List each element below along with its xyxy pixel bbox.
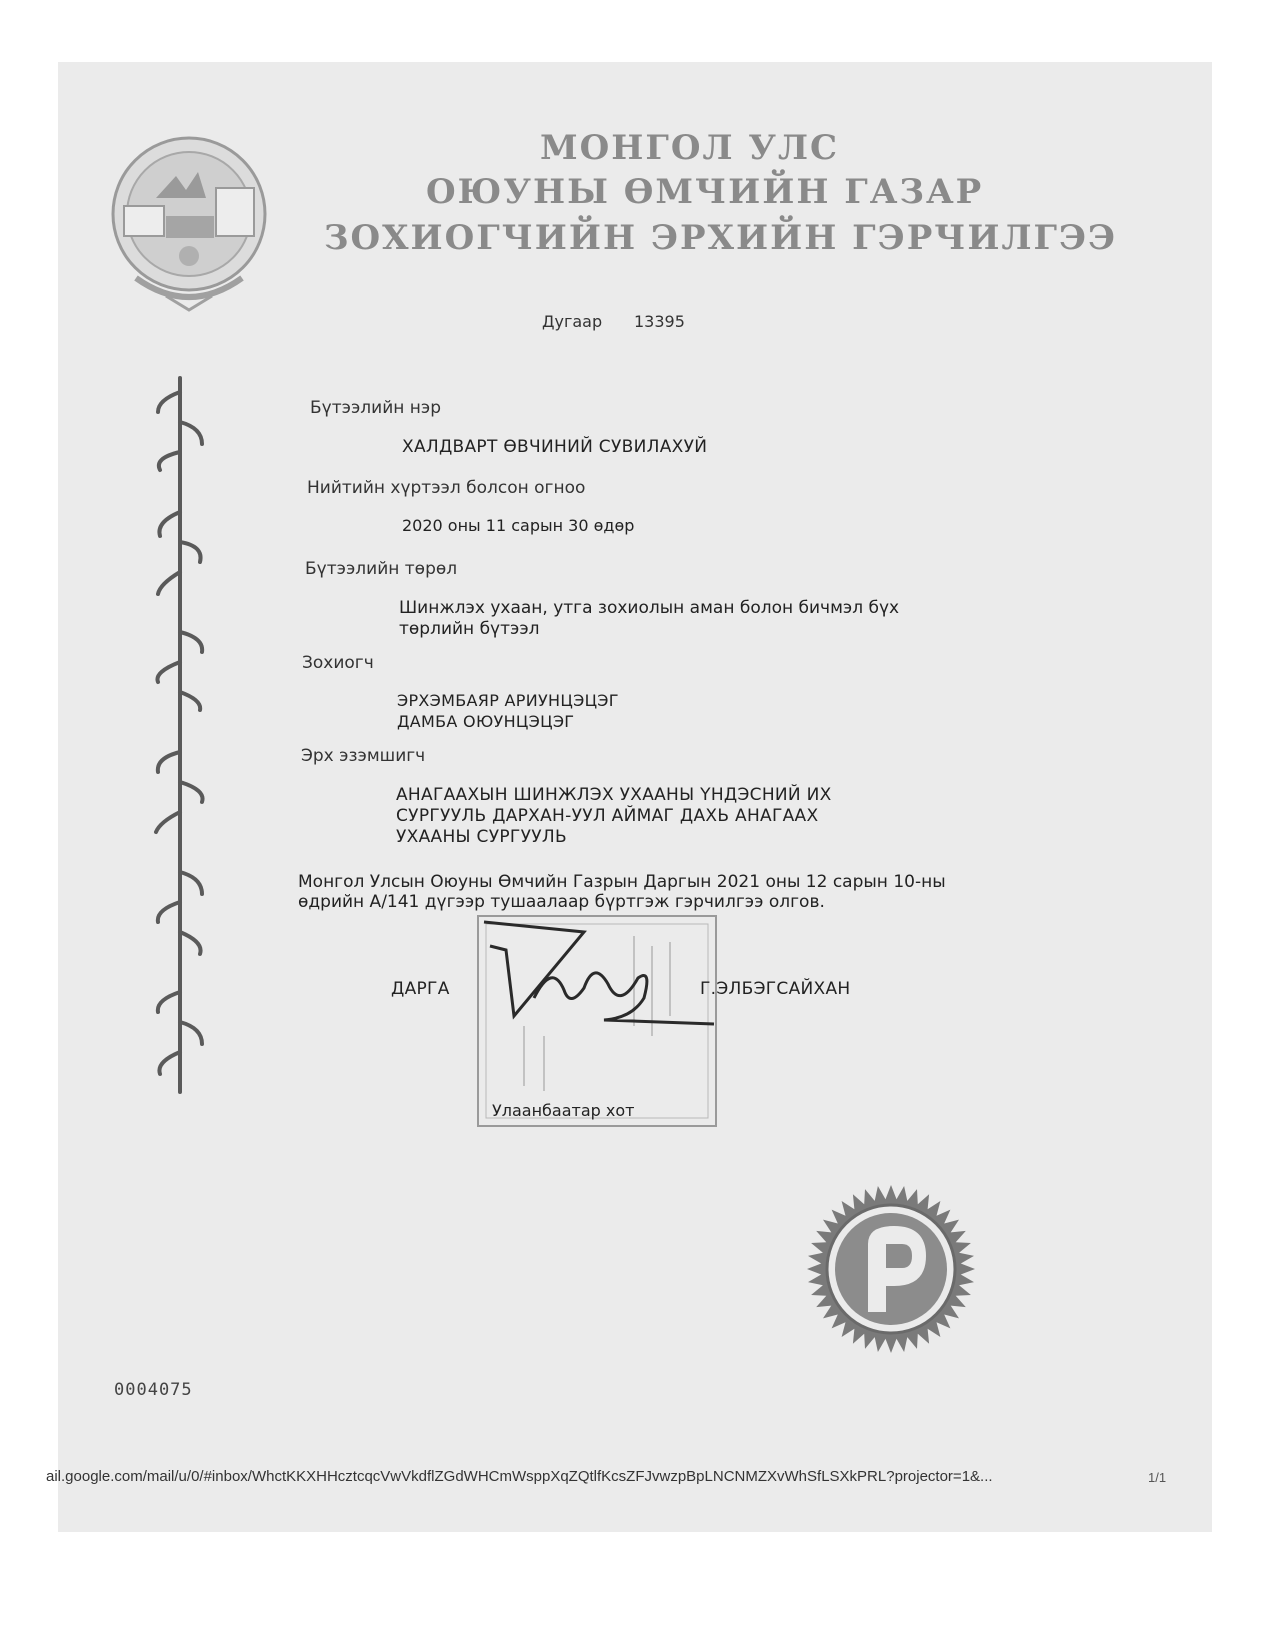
work-type-label: Бүтээлийн төрөл xyxy=(305,559,458,579)
author-line-1: ЭРХЭМБАЯР АРИУНЦЭЦЭГ xyxy=(397,691,619,710)
author-label: Зохиогч xyxy=(302,653,374,673)
city: Улаанбаатар хот xyxy=(492,1101,635,1120)
serial-number: 0004075 xyxy=(114,1380,193,1400)
pub-date-value: 2020 оны 11 сарын 30 өдөр xyxy=(402,516,635,535)
signature-icon xyxy=(474,906,724,1132)
holder-line-3: УХААНЫ СУРГУУЛЬ xyxy=(396,827,567,847)
holder-line-2: СУРГУУЛЬ ДАРХАН-УУЛ АЙМАГ ДАХЬ АНАГААХ xyxy=(396,806,819,826)
footer-url: ail.google.com/mail/u/0/#inbox/WhctKKXHHcztcqcVwVkdflZGdWHCmWsppXqZQtlfKcsZFJvwzpBpLNCNMZXvWhSfLSXkPRL?projector=1&... xyxy=(46,1468,993,1485)
mongolian-script-icon xyxy=(140,372,220,1102)
author-line-2: ДАМБА ОЮУНЦЭЦЭГ xyxy=(397,712,575,731)
work-name-value: ХАЛДВАРТ ӨВЧИНИЙ СУВИЛАХУЙ xyxy=(402,437,708,457)
work-type-line-2: төрлийн бүтээл xyxy=(399,619,540,639)
ip-office-seal-icon xyxy=(806,1184,976,1354)
header-line-3: ЗОХИОГЧИЙН ЭРХИЙН ГЭРЧИЛГЭЭ xyxy=(324,218,1118,258)
holder-line-1: АНАГААХЫН ШИНЖЛЭХ УХААНЫ ҮНДЭСНИЙ ИХ xyxy=(396,785,832,805)
statement-line-2: өдрийн А/141 дүгээр тушаалаар бүртгэж гэрчилгээ олгов. xyxy=(298,892,825,912)
work-type-line-1: Шинжлэх ухаан, утга зохиолын аман болон бичмэл бүх xyxy=(399,598,900,618)
statement-line-1: Монгол Улсын Оюуны Өмчийн Газрын Даргын 2021 оны 12 сарын 10-ны xyxy=(298,872,946,892)
header-line-1: МОНГОЛ УЛС xyxy=(540,128,840,168)
number-value: 13395 xyxy=(634,312,685,331)
signatory-name: Г.ЭЛБЭГСАЙХАН xyxy=(700,979,851,999)
state-emblem-icon xyxy=(96,128,282,316)
holder-label: Эрх эзэмшигч xyxy=(301,746,426,766)
pub-date-label: Нийтийн хүртээл болсон огноо xyxy=(307,478,586,498)
work-name-label: Бүтээлийн нэр xyxy=(310,398,442,418)
footer-page: 1/1 xyxy=(1148,1470,1167,1485)
signatory-title: ДАРГА xyxy=(391,979,450,999)
number-label: Дугаар xyxy=(542,312,603,331)
header-line-2: ОЮУНЫ ӨМЧИЙН ГАЗАР xyxy=(426,172,984,212)
